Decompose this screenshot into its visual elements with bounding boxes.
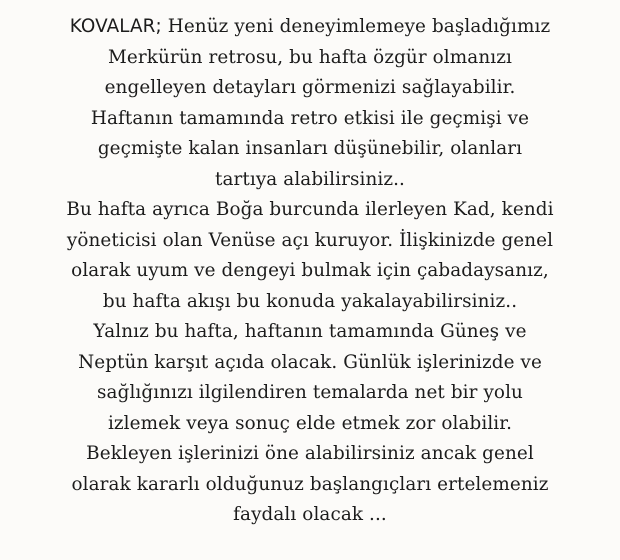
- text-line-17: faydalı olacak ...: [233, 504, 387, 525]
- text-line-5: geçmişte kalan insanları düşünebilir, olanları: [97, 138, 523, 159]
- text-line-3: engelleyen detayları görmenizi sağlayabilir.: [104, 77, 516, 98]
- text-line-2: Merkürün retrosu, bu hafta özgür olmanızı: [108, 46, 512, 68]
- text-line-10: bu hafta akışı bu konuda yakalayabilirsiniz..: [102, 290, 518, 312]
- text-line-6: tartıya alabilirsiniz..: [215, 168, 405, 190]
- horoscope-text: [0, 12, 620, 531]
- text-line-15: Bekleyen işlerinizi öne alabilirsiniz ancak genel: [86, 443, 534, 464]
- text-line-7: Bu hafta ayrıca Boğa burcunda ilerleyen Kad, kendi: [66, 199, 554, 220]
- text-line-16: olarak kararlı olduğunuz başlangıçları ertelemeniz: [71, 473, 549, 495]
- text-line-1-rest: Henüz yeni deneyimlemeye başladığımız: [161, 16, 551, 37]
- text-line-14: izlemek veya sonuç elde etmek zor olabilir.: [107, 412, 513, 434]
- text-line-9: olarak uyum ve dengeyi bulmak için çabadaysanız,: [71, 260, 549, 281]
- text-line-12: Neptün karşıt açıda olacak. Günlük işlerinizde ve: [78, 351, 542, 373]
- sign-heading: KOVALAR;: [69, 16, 162, 37]
- text-line-1: [4, 12, 616, 43]
- text-line-4: Haftanın tamamında retro etkisi ile geçmişi ve: [90, 107, 530, 129]
- text-line-11: Yalnız bu hafta, haftanın tamamında Güneş ve: [93, 321, 527, 342]
- text-line-8: yöneticisi olan Venüse açı kuruyor. İlişkinizde genel: [66, 229, 554, 251]
- text-line-13: sağlığınızı ilgilendiren temalarda net bir yolu: [97, 382, 523, 403]
